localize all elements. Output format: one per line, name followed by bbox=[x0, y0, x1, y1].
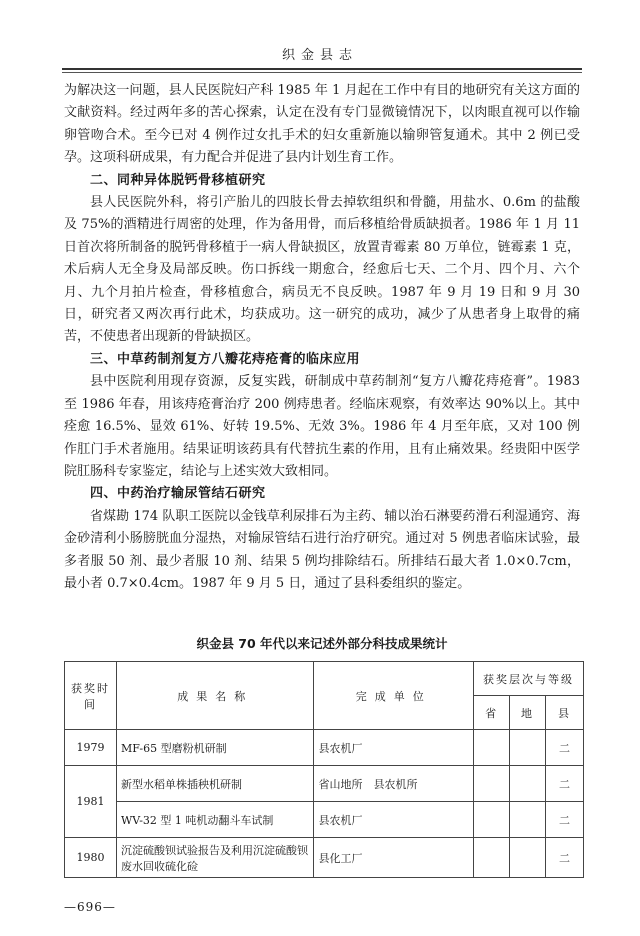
cell-name: 沉淀硫酸钡试验报告及利用沉淀硫酸钡废水回收硫化硷 bbox=[116, 838, 314, 878]
cell-county: 二 bbox=[546, 802, 584, 838]
cell-year: 1979 bbox=[65, 730, 117, 766]
cell-name: 新型水稻单株插秧机研制 bbox=[116, 766, 314, 802]
cell-unit: 县化工厂 bbox=[314, 838, 474, 878]
header-county: 县 bbox=[546, 696, 584, 730]
cell-prefecture bbox=[510, 802, 546, 838]
header-province: 省 bbox=[474, 696, 510, 730]
cell-prefecture bbox=[510, 766, 546, 802]
header-name: 成果名称 bbox=[116, 662, 314, 730]
cell-year: 1981 bbox=[65, 766, 117, 838]
table-row bbox=[65, 802, 584, 838]
section-heading-2: 二、同种异体脱钙骨移植研究 bbox=[90, 172, 266, 188]
section-heading-4: 四、中药治疗输尿管结石研究 bbox=[90, 486, 266, 502]
achievements-table bbox=[64, 661, 584, 878]
cell-prefecture bbox=[510, 730, 546, 766]
table-row bbox=[65, 766, 584, 802]
table-row bbox=[65, 838, 584, 878]
header-year: 获奖时间 bbox=[65, 662, 117, 730]
body-text bbox=[64, 80, 580, 595]
paragraph-hemorrhoid-ointment: 县中医院利用现存资源，反复实践，研制成中草药制剂“复方八瓣花痔疮膏”。1983 至 1986 年春，用该痔疮膏治疗 200 例痔患者。经临床观察，有效率达 90%以上。其中痊愈 16.5%、显效 61%、好转 19.5%、无效 3%。1986 年 4 月至年底，又对 100 例作肛门手术者施用。结果证明该药具有代替抗生素的作用，且有止痛效果。经贵阳中医学院肛肠科专家鉴定，结论与上述实效大致相同。 bbox=[64, 374, 580, 479]
cell-province bbox=[474, 802, 510, 838]
header-rule-thin bbox=[62, 72, 582, 73]
section-heading-3: 三、中草药制剂复方八瓣花痔疮膏的临床应用 bbox=[90, 351, 361, 367]
cell-province bbox=[474, 766, 510, 802]
header-prefecture: 地 bbox=[510, 696, 546, 730]
header-level-group: 获奖层次与等级 bbox=[474, 662, 584, 696]
page-number: —696— bbox=[64, 900, 116, 914]
cell-county: 二 bbox=[546, 766, 584, 802]
cell-name: WV-32 型 1 吨机动翻斗车试制 bbox=[116, 802, 314, 838]
cell-unit: 县农机厂 bbox=[314, 802, 474, 838]
cell-county: 二 bbox=[546, 730, 584, 766]
paragraph-ureteral-stone: 省煤勘 174 队职工医院以金钱草利尿排石为主药、辅以治石淋要药滑石利湿通窍、海金砂清利小肠膀胱血分湿热，对输尿管结石进行治疗研究。通过对 5 例患者临床试验，最多者服 50 剂、最少者服 10 剂、结果 5 例均排除结石。所排结石最大者 1.0×0.7cm，最小者 0.7×0.4cm。1987 年 9 月 5 日，通过了县科委组织的鉴定。 bbox=[64, 508, 580, 591]
cell-province bbox=[474, 838, 510, 878]
header-rule bbox=[62, 68, 582, 70]
cell-county: 二 bbox=[546, 838, 584, 878]
cell-name: MF-65 型磨粉机研制 bbox=[116, 730, 314, 766]
cell-prefecture bbox=[510, 838, 546, 878]
header-unit: 完成单位 bbox=[314, 662, 474, 730]
table-title: 织金县 70 年代以来记述外部分科技成果统计 bbox=[196, 636, 448, 651]
cell-province bbox=[474, 730, 510, 766]
table-row bbox=[65, 730, 584, 766]
cell-unit: 县农机厂 bbox=[314, 730, 474, 766]
paragraph-continuation: 为解决这一问题，县人民医院妇产科 1985 年 1 月起在工作中有目的地研究有关这方面的文献资料。经过两年多的苦心探索，认定在没有专门显微镜情况下，以肉眼直视可以作输卵管吻合术。至今已对 4 例作过女扎手术的妇女重新施以输卵管复通术。其中 2 例已受孕。这项科研成果，有力配合并促进了县内计划生育工作。 bbox=[64, 83, 580, 166]
running-header: 织金县志 bbox=[281, 48, 358, 63]
cell-unit: 省山地所 县农机所 bbox=[314, 766, 474, 802]
cell-year: 1980 bbox=[65, 838, 117, 878]
paragraph-bone-graft: 县人民医院外科，将引产胎儿的四肢长骨去掉软组织和骨髓，用盐水、0.6m 的盐酸及 75%的酒精进行周密的处理，作为备用骨，而后移植给骨质缺损者。1986 年 1 月 11 日首次将所制备的脱钙骨移植于一病人骨缺损区，放置青霉素 80 万单位，链霉素 1 克，术后病人无全身及局部反映。伤口拆线一期愈合，经愈后七天、二个月、四个月、六个月、九个月拍片检查，骨移植愈合，病员无不良反映。1987 年 9 月 19 日和 9 月 30 日，研究者又两次再行此术，均获成功。这一研究的成功，减少了从患者身上取骨的痛苦，不使患者出现新的骨缺损区。 bbox=[64, 195, 580, 345]
